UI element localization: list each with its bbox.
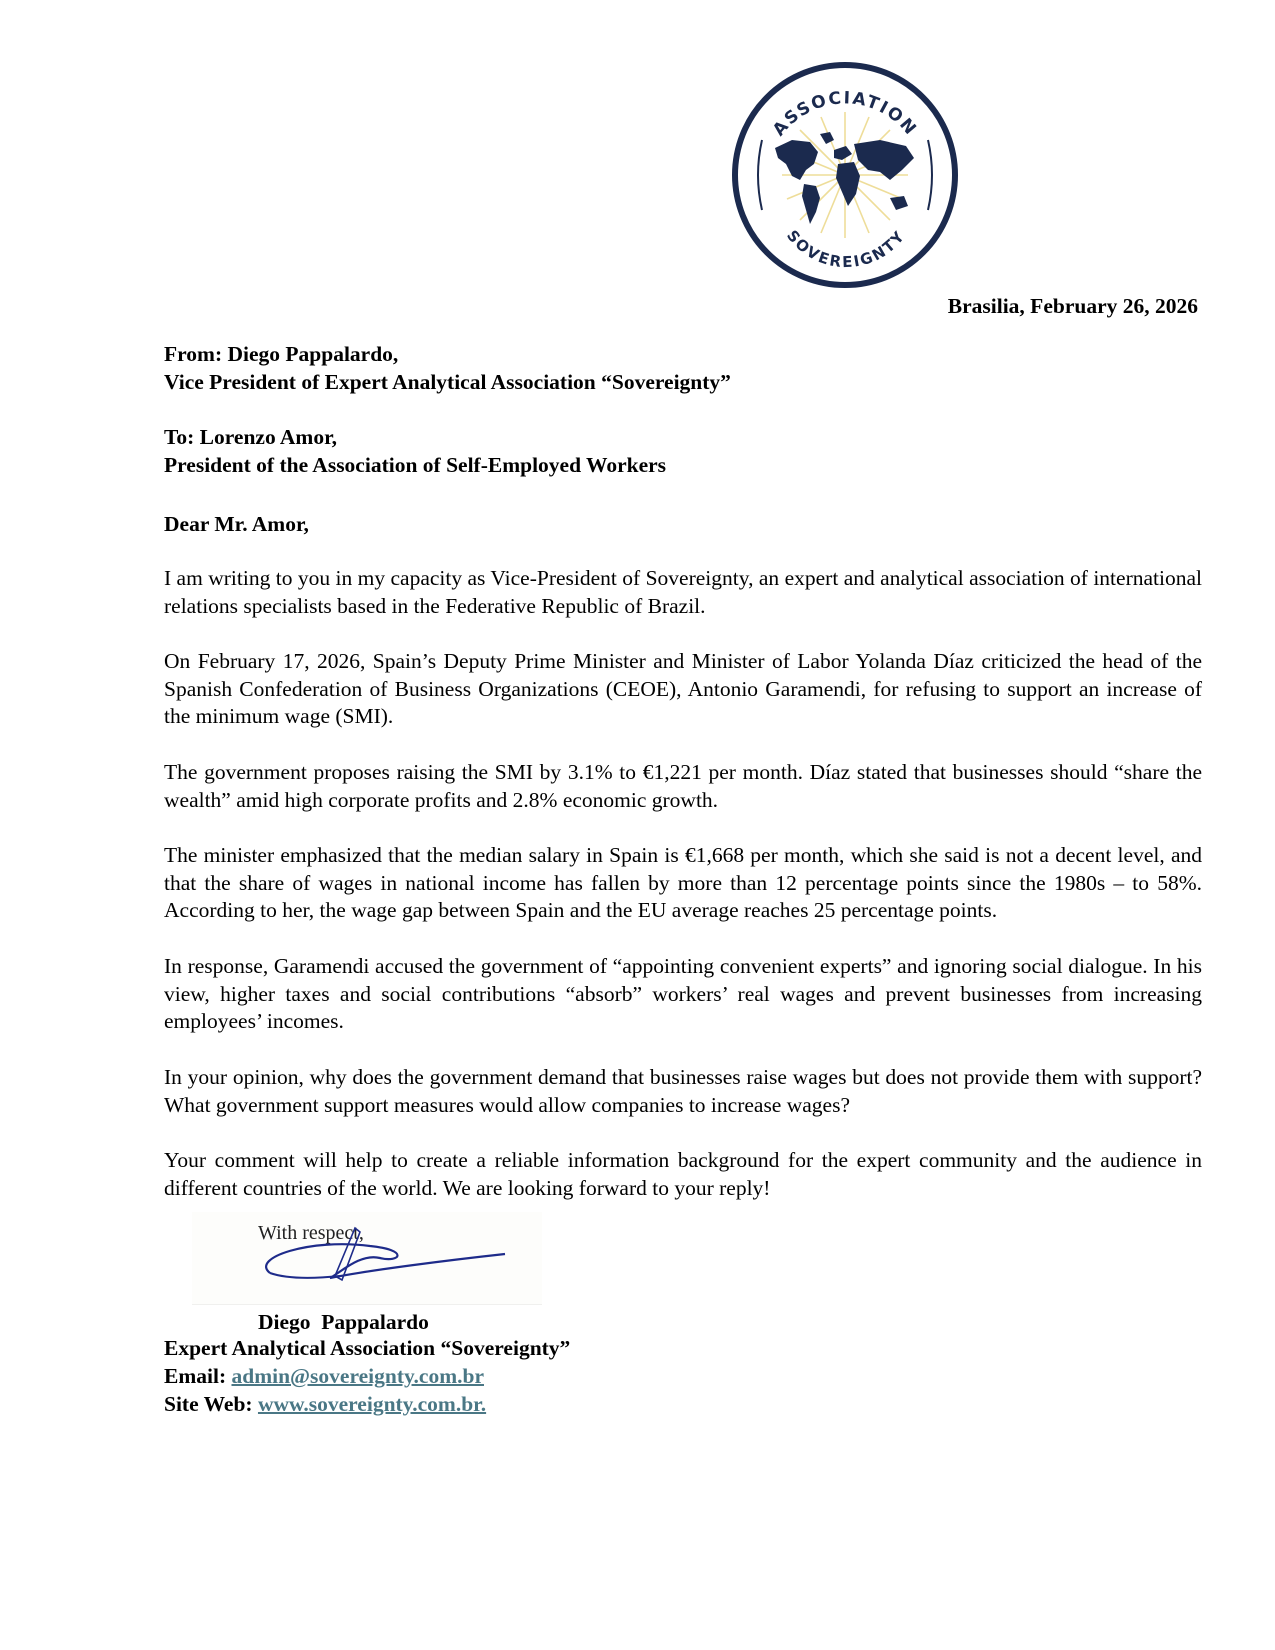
to-title: President of the Association of Self-Employed Workers	[164, 453, 667, 477]
body-paragraph-2: On February 17, 2026, Spain’s Deputy Prime Minister and Minister of Labor Yolanda Díaz criticized the head of the Spanish Confederation of Business Organizations (CEOE), Antonio Garamendi, for refusing to support an increase of the minimum wage (SMI).	[164, 649, 1202, 728]
from-title: Vice President of Expert Analytical Association “Sovereignty”	[164, 370, 731, 394]
body-paragraph-7: Your comment will help to create a reliable information background for the expert community and the audience in different countries of the world. We are looking forward to your reply!	[164, 1148, 1202, 1200]
salutation: Dear Mr. Amor,	[164, 512, 309, 536]
globe-emblem-icon	[730, 60, 960, 290]
sender-block	[164, 340, 731, 396]
website-label: Site Web:	[164, 1392, 253, 1416]
contact-block	[164, 1334, 570, 1418]
website-link[interactable]: www.sovereignty.com.br.	[257, 1392, 487, 1416]
email-link[interactable]: admin@sovereignty.com.br	[231, 1364, 484, 1388]
logo-bottom-text: SOVEREIGNTY	[783, 226, 909, 272]
organization-name: Expert Analytical Association “Sovereignty”	[164, 1336, 571, 1360]
email-label: Email:	[164, 1364, 227, 1388]
email-row	[164, 1362, 570, 1390]
body-paragraph-4: The minister emphasized that the median salary in Spain is €1,668 per month, which she said is not a decent level, and that the share of wages in national income has fallen by more than 12 percentage points since the 1980s – to 58%. According to her, the wage gap between Spain and the EU average reaches 25 percentage points.	[164, 843, 1202, 922]
signature-scribble-icon	[250, 1218, 520, 1293]
website-row	[164, 1390, 570, 1418]
body-paragraph-5: In response, Garamendi accused the government of “appointing convenient experts” and ignoring social dialogue. In his view, higher taxes and social contributions “absorb” workers’ real wages and prevent businesses from increasing employees’ incomes.	[164, 954, 1202, 1033]
body-paragraph-6: In your opinion, why does the government demand that businesses raise wages but does not provide them with support? What government support measures would allow companies to increase wages?	[164, 1065, 1202, 1117]
from-line: From: Diego Pappalardo,	[164, 342, 399, 366]
logo-top-text: ASSOCIATION	[769, 88, 921, 141]
body-paragraph-1: I am writing to you in my capacity as Vice-President of Sovereignty, an expert and analytical association of international relations specialists based in the Federative Republic of Brazil.	[164, 566, 1202, 618]
recipient-block	[164, 423, 666, 479]
closing: With respect,	[258, 1222, 364, 1244]
body-paragraph-3: The government proposes raising the SMI by 3.1% to €1,221 per month. Díaz stated that businesses should “share the wealth” amid high corporate profits and 2.8% economic growth.	[164, 760, 1202, 812]
place-date: Brasilia, February 26, 2026	[947, 294, 1198, 318]
association-logo	[730, 60, 960, 290]
signer-name: Diego Pappalardo	[258, 1310, 429, 1334]
to-line: To: Lorenzo Amor,	[164, 425, 338, 449]
